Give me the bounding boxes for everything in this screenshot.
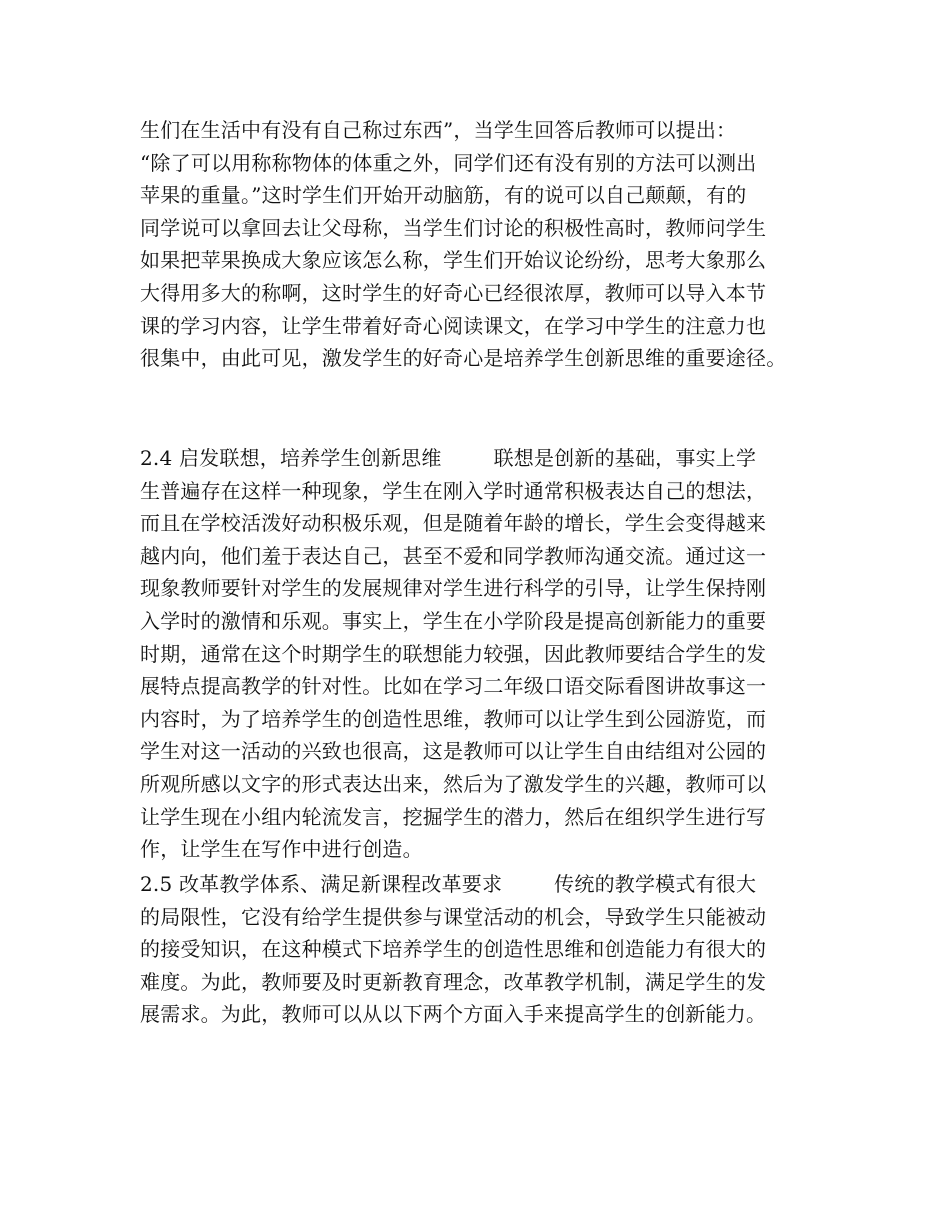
text-line: 学生对这一活动的兴致也很高，这是教师可以让学生自由结组对公园的	[140, 739, 767, 764]
section-first-line	[140, 868, 830, 901]
section-heading: 2.5 改革教学体系、满足新课程改革要求	[140, 872, 503, 896]
text-line: 所观所感以文字的形式表达出来，然后为了激发学生的兴趣，教师可以	[140, 771, 767, 796]
text-line: 很集中，由此可见，激发学生的好奇心是培养学生创新思维的重要途径。	[140, 346, 787, 371]
text-line: 如果把苹果换成大象应该怎么称，学生们开始议论纷纷，思考大象那么	[140, 248, 767, 273]
section-heading: 2.4 启发联想，培养学生创新思维	[140, 446, 442, 470]
text-line: 生普遍存在这样一种现象，学生在刚入学时通常积极表达自己的想法，	[140, 478, 767, 503]
text-line: 生们在生活中有没有自己称过东西”，当学生回答后教师可以提出：	[140, 118, 737, 142]
text-line: 内容时，为了培养学生的创造性思维，教师可以让学生到公园游览，而	[140, 706, 767, 731]
paragraph-curiosity-continued	[140, 114, 830, 375]
text-line: 时期，通常在这个时期学生的联想能力较强，因此教师要结合学生的发	[140, 641, 767, 666]
section-2-5	[140, 868, 830, 1031]
text-line: 入学时的激情和乐观。事实上，学生在小学阶段是提高创新能力的重要	[140, 608, 767, 633]
text-line: 展特点提高教学的针对性。比如在学习二年级口语交际看图讲故事这一	[140, 674, 767, 699]
text-line: 的接受知识，在这种模式下培养学生的创造性思维和创造能力有很大的	[140, 937, 767, 962]
text-line: 越内向，他们羞于表达自己，甚至不爱和同学教师沟通交流。通过这一	[140, 543, 767, 568]
text-line-rest: 传统的教学模式有很大	[554, 872, 757, 896]
text-line: 展需求。为此，教师可以从以下两个方面入手来提高学生的创新能力。	[140, 1002, 767, 1027]
section-first-line	[140, 442, 830, 475]
section-2-4	[140, 442, 830, 866]
text-line: 难度。为此，教师要及时更新教育理念，改革教学机制，满足学生的发	[140, 969, 767, 994]
text-line: 的局限性，它没有给学生提供参与课堂活动的机会，导致学生只能被动	[140, 904, 767, 929]
text-line: 课的学习内容，让学生带着好奇心阅读课文，在学习中学生的注意力也	[140, 313, 767, 338]
text-line: 作，让学生在写作中进行创造。	[140, 837, 423, 862]
text-line: 大得用多大的称啊，这时学生的好奇心已经很浓厚，教师可以导入本节	[140, 280, 767, 305]
text-line: 苹果的重量。”这时学生们开始开动脑筋，有的说可以自己颠颠，有的	[140, 183, 747, 208]
text-line: “除了可以用称称物体的体重之外，同学们还有没有别的方法可以测出	[140, 150, 757, 175]
text-line-rest: 联想是创新的基础，事实上学	[493, 446, 757, 470]
text-line: 现象教师要针对学生的发展规律对学生进行科学的引导，让学生保持刚	[140, 576, 767, 601]
text-line: 让学生现在小组内轮流发言，挖掘学生的潜力，然后在组织学生进行写	[140, 804, 767, 829]
text-line: 同学说可以拿回去让父母称，当学生们讨论的积极性高时，教师问学生	[140, 215, 767, 240]
text-line: 而且在学校活泼好动积极乐观，但是随着年龄的增长，学生会变得越来	[140, 511, 767, 536]
